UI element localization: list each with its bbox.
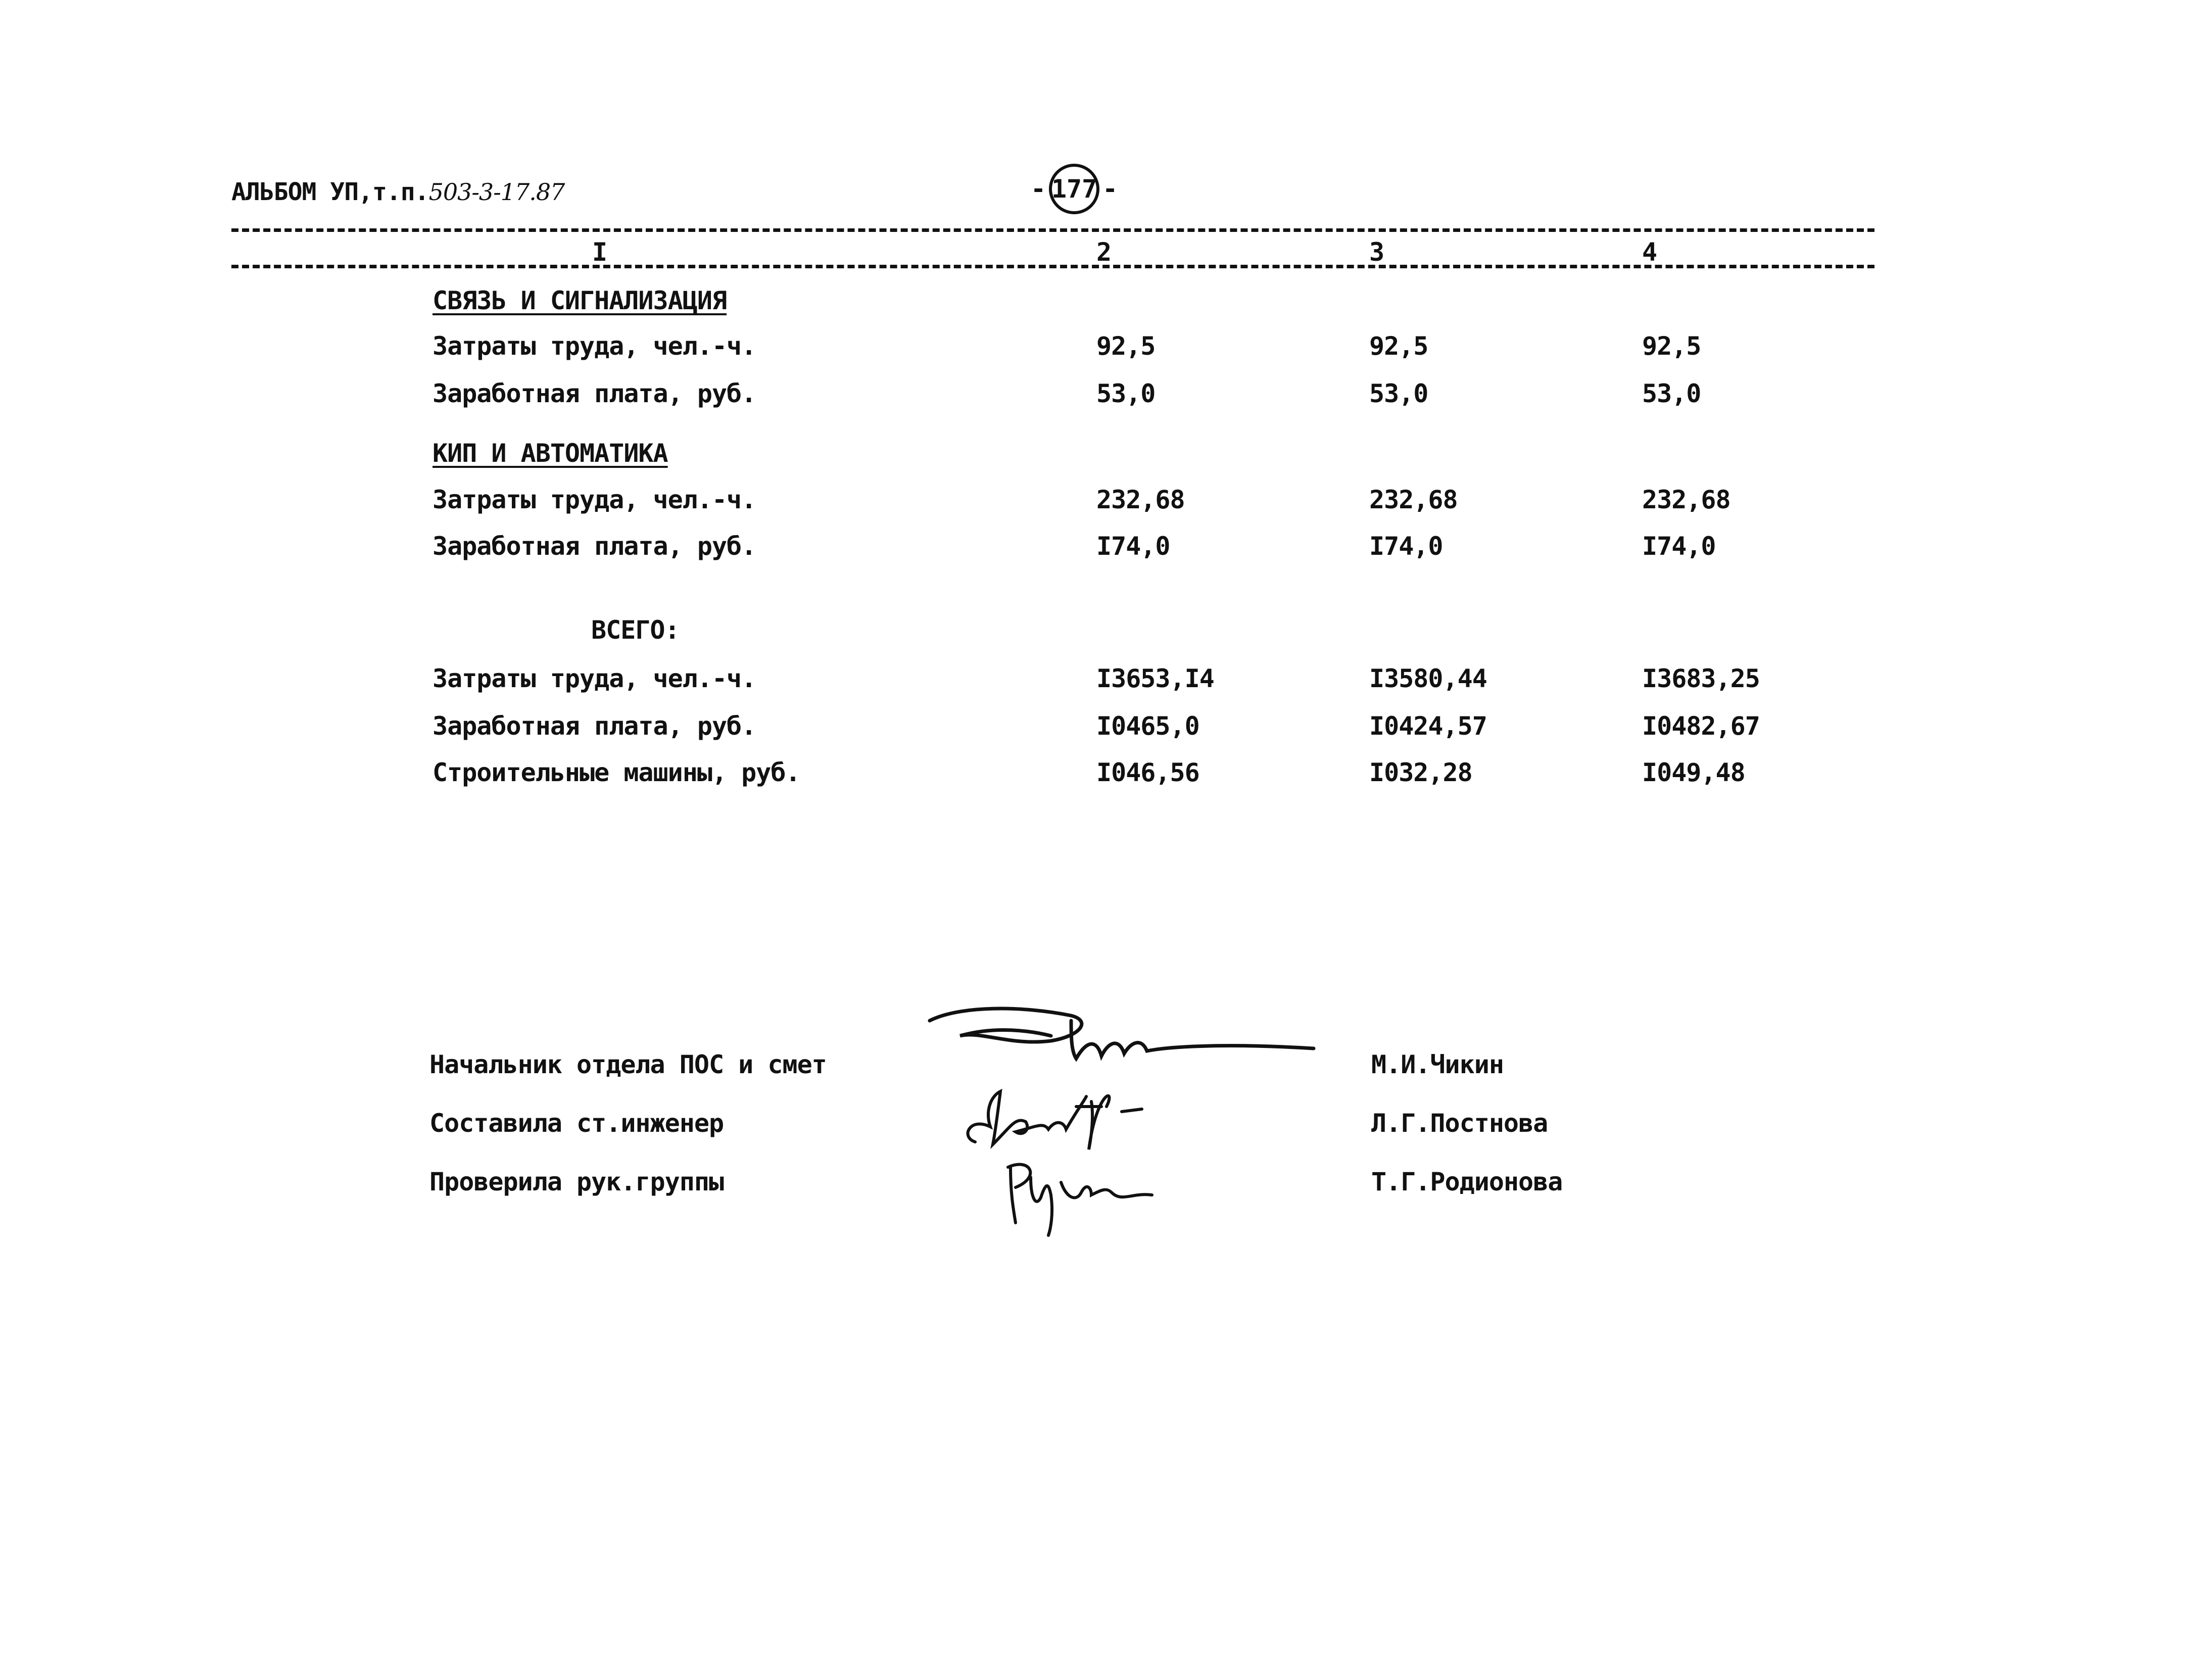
table-top-rule	[231, 228, 1874, 232]
table-cell: I3683,25	[1642, 664, 1760, 693]
table-cell: I74,0	[1369, 532, 1443, 561]
section-title-instrumentation: КИП И АВТОМАТИКА	[432, 439, 668, 468]
table-cell: 92,5	[1642, 331, 1701, 361]
signature-role-checker: Проверила рук.группы	[429, 1167, 724, 1196]
page-dash-right: -	[1102, 174, 1118, 204]
table-cell: 232,68	[1642, 485, 1730, 514]
table-cell: I0482,67	[1642, 711, 1760, 741]
album-reference-prefix: АЛЬБОМ УП,т.п.	[231, 178, 429, 206]
row-label: Затраты труда, чел.-ч.	[432, 485, 756, 514]
table-cell: 92,5	[1096, 331, 1156, 361]
table-cell: 232,68	[1096, 485, 1185, 514]
table-cell: 53,0	[1096, 379, 1156, 408]
handwritten-signature-3	[1000, 1147, 1172, 1243]
table-cell: I046,56	[1096, 758, 1199, 787]
signature-name-head: М.И.Чикин	[1371, 1050, 1504, 1079]
signature-name-checker: Т.Г.Родионова	[1371, 1167, 1563, 1196]
signature-role-compiler: Составила ст.инженер	[429, 1109, 724, 1138]
table-cell: I0424,57	[1369, 711, 1487, 741]
signature-name-compiler: Л.Г.Постнова	[1371, 1109, 1548, 1138]
column-header-2: 2	[1096, 237, 1112, 267]
row-label: Затраты труда, чел.-ч.	[432, 331, 756, 361]
handwritten-signature-1	[920, 1000, 1324, 1076]
page-number: 177	[1049, 164, 1099, 214]
row-label: Заработная плата, руб.	[432, 379, 756, 408]
table-header-rule	[231, 265, 1874, 268]
column-header-4: 4	[1642, 237, 1657, 267]
table-cell: I3580,44	[1369, 664, 1487, 693]
column-header-3: 3	[1369, 237, 1384, 267]
page-number-block	[1031, 164, 1118, 214]
handwritten-signature-2	[955, 1081, 1167, 1157]
table-cell: I74,0	[1096, 532, 1170, 561]
table-cell: I3653,I4	[1096, 664, 1214, 693]
table-cell: I74,0	[1642, 532, 1716, 561]
table-cell: 232,68	[1369, 485, 1458, 514]
signature-role-head: Начальник отдела ПОС и смет	[429, 1050, 827, 1079]
table-cell: 53,0	[1369, 379, 1428, 408]
row-label: Затраты труда, чел.-ч.	[432, 664, 756, 693]
row-label: Строительные машины, руб.	[432, 758, 800, 787]
section-title-communications: СВЯЗЬ И СИГНАЛИЗАЦИЯ	[432, 286, 727, 315]
table-cell: 92,5	[1369, 331, 1428, 361]
table-cell: 53,0	[1642, 379, 1701, 408]
table-cell: I049,48	[1642, 758, 1745, 787]
section-title-total: ВСЕГО:	[591, 615, 680, 645]
table-cell: I032,28	[1369, 758, 1472, 787]
column-header-1: I	[592, 237, 607, 267]
page-dash-left: -	[1031, 174, 1046, 204]
table-cell: I0465,0	[1096, 711, 1199, 741]
album-reference-handwritten: 503-3-17.87	[428, 178, 565, 206]
row-label: Заработная плата, руб.	[432, 711, 756, 741]
album-reference	[231, 178, 564, 206]
row-label: Заработная плата, руб.	[432, 532, 756, 561]
